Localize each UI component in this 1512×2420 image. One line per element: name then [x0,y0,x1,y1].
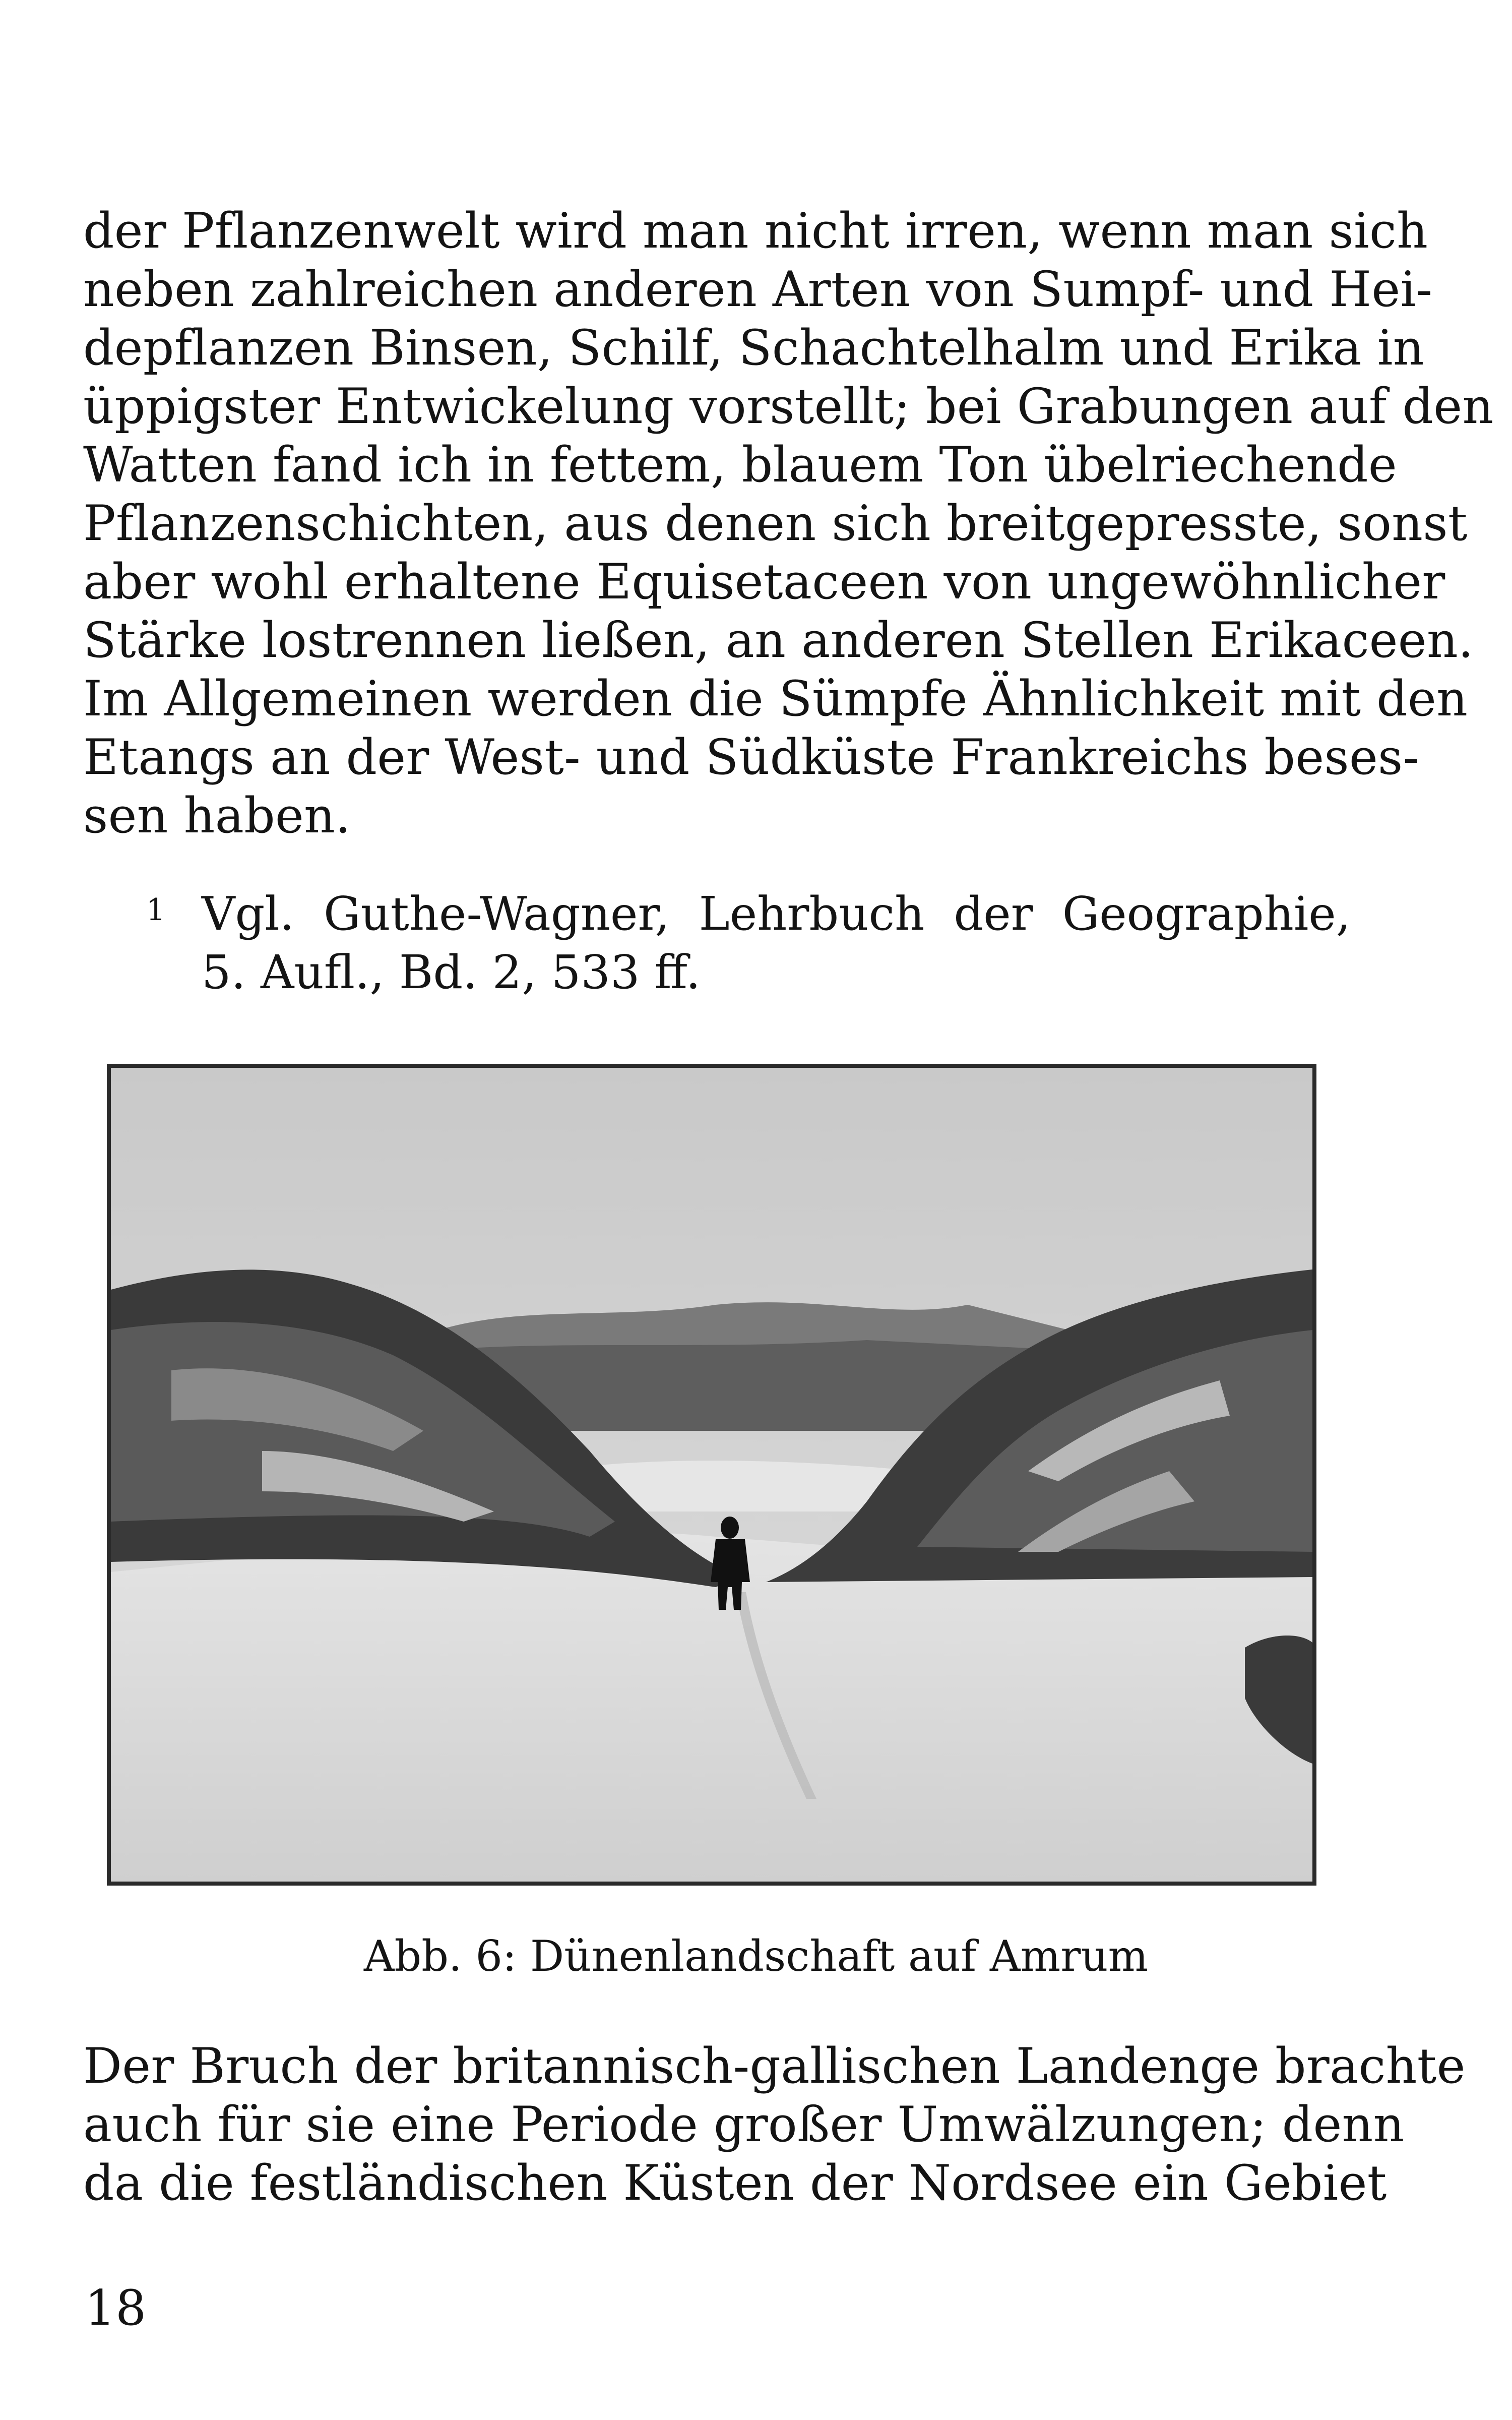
paragraph-line: Watten fand ich in fettem, blauem Ton übelriechende [83,437,1397,493]
paragraph-line: sen haben. [83,788,351,844]
paragraph-line: auch für sie eine Periode großer Umwälzungen; denn [83,2096,1405,2153]
figure-caption: Abb. 6: Dünenlandschaft auf Amrum [363,1931,1149,1981]
footnote-line: Vgl. Guthe-Wagner, Lehrbuch der Geographie, [202,887,1351,941]
paragraph-line: aber wohl erhaltene Equisetaceen von ungewöhnlicher [83,554,1445,610]
paragraph-line: Pflanzenschichten, aus denen sich breitgepresste, sonst [83,495,1468,552]
paragraph-line: üppigster Entwickelung vorstellt; bei Grabungen auf den [83,378,1494,435]
paragraph-line: neben zahlreichen anderen Arten von Sumpf- und Hei- [83,261,1433,318]
footnote [146,885,1351,1002]
footnote-marker: 1 [146,892,166,928]
paragraph-line: Stärke lostrennen ließen, an anderen Stellen Erikaceen. [83,612,1474,669]
page-number: 18 [85,2280,147,2336]
paragraph-line: Etangs an der West- und Südküste Frankreichs beses- [83,729,1420,785]
paragraph-line: Im Allgemeinen werden die Sümpfe Ähnlichkeit mit den [83,671,1468,727]
paragraph-line: der Pflanzenwelt wird man nicht irren, wenn man sich [83,203,1428,259]
paragraph-line: da die festländischen Küsten der Nordsee ein Gebiet [83,2155,1387,2211]
paragraph-line: Der Bruch der britannisch-gallischen Landenge brachte [83,2038,1466,2094]
dune-landscape-photo [107,1064,1316,1886]
footnote-line: 5. Aufl., Bd. 2, 533 ff. [202,945,701,999]
paragraph-line: depflanzen Binsen, Schilf, Schachtelhalm und Erika in [83,320,1424,376]
